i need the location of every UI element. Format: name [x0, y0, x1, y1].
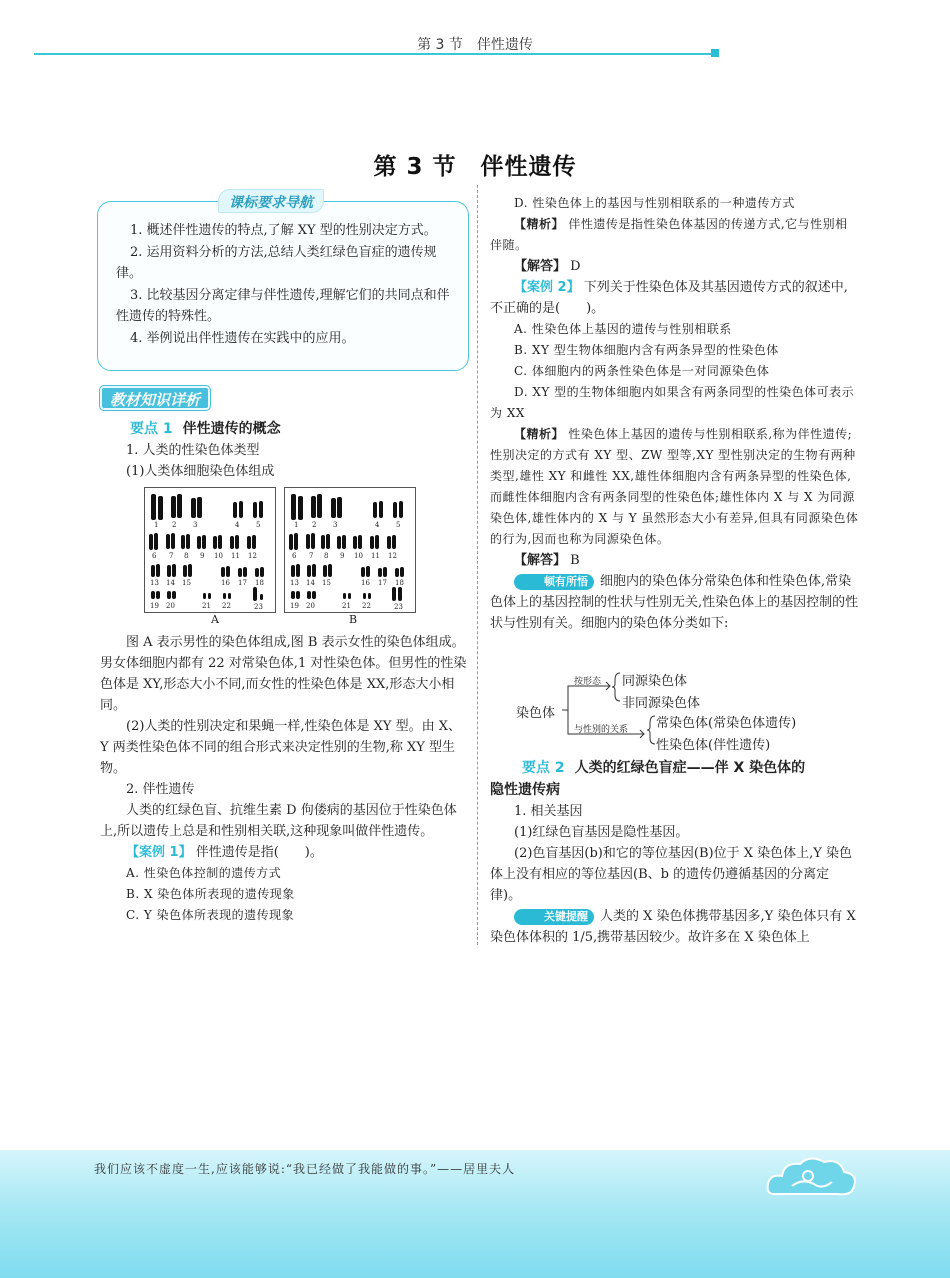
karyotype-figure	[144, 487, 422, 613]
karyotype-number: 16	[221, 579, 230, 587]
karyotype-number: 8	[184, 552, 189, 560]
karyotype-number: 21	[342, 602, 351, 610]
karyotype-number: 6	[152, 552, 157, 560]
karyotype-number: 11	[371, 552, 380, 560]
right-column-bottom	[490, 757, 860, 948]
karyotype-male-image	[145, 488, 277, 614]
insight-badge: 顿有所悟	[514, 574, 594, 590]
karyotype-number: 1	[154, 521, 159, 529]
tree-leaf-sex-chromosome: 性染色体(伴性遗传)	[656, 738, 771, 753]
key-point-2-heading	[522, 757, 860, 779]
key-reminder-badge: 关键提醒	[514, 909, 594, 925]
karyotype-number: 4	[375, 521, 380, 529]
key-reminder-text: 人类的 X 染色体携带基因多,Y 染色体只有 X 染色体体积的 1/5,携带基因较少。故许多在 X 染色体上	[490, 909, 856, 945]
karyotype-number: 9	[200, 552, 205, 560]
figure-label-b: B	[349, 613, 358, 626]
karyotype-number: 19	[150, 602, 159, 610]
karyotype-number: 12	[388, 552, 397, 560]
karyotype-number: 5	[256, 521, 261, 529]
karyotype-number: 3	[193, 521, 198, 529]
key-point-1-heading	[130, 418, 468, 440]
karyotype-number: 13	[150, 579, 159, 587]
requirements-list	[116, 220, 456, 350]
left-column-bottom	[100, 632, 468, 926]
key-point-title: 人类的红绿色盲症——伴 X 染色体的	[574, 760, 806, 776]
karyotype-number: 11	[231, 552, 240, 560]
case-2-stem: 下列关于性染色体及其基因遗传方式的叙述中,不正确的是( )。	[490, 280, 848, 316]
case-2-answer	[490, 550, 860, 571]
case-1-question	[100, 842, 468, 863]
karyotype-number: 17	[238, 579, 247, 587]
requirement-item: 1. 概述伴性遗传的特点,了解 XY 型的性别决定方式。	[130, 223, 437, 238]
figure-label-a: A	[211, 613, 219, 626]
header-rule	[34, 53, 714, 55]
line-sex-chromosome-type: 1. 人类的性染色体类型	[126, 443, 260, 458]
column-divider	[477, 185, 478, 945]
karyotype-number: 23	[254, 603, 263, 611]
paragraph-sex-linked-definition: 人类的红绿色盲、抗维生素 D 佝偻病的基因位于性染色体上,所以遗传上总是和性别相关联,这种现象叫做伴性遗传。	[100, 803, 457, 839]
case-1-option-b: B. X 染色体所表现的遗传现象	[126, 887, 295, 901]
paragraph-karyotype-explanation: 图 A 表示男性的染色体组成,图 B 表示女性的染色体组成。男女体细胞内都有 22 对常染色体,1 对性染色体。但男性的性染色体是 XY,形态大小不同,而女性的性染色体是 XX,形态大小相同。	[100, 635, 467, 713]
requirement-item: 4. 举例说出伴性遗传在实践中的应用。	[130, 331, 355, 346]
case-2-option-a: A. 性染色体上基因的遗传与性别相联系	[514, 322, 732, 336]
key-reminder-paragraph	[490, 906, 860, 948]
karyotype-number: 14	[166, 579, 175, 587]
key-point-label: 要点 2	[522, 760, 565, 776]
case-2-analysis	[490, 424, 860, 550]
case-2-question	[490, 277, 860, 319]
karyotype-number: 9	[340, 552, 345, 560]
karyotype-number: 18	[255, 579, 264, 587]
karyotype-number: 4	[235, 521, 240, 529]
case-2-option-d: D. XY 型的生物体细胞内如果含有两条同型的性染色体可表示为 XX	[490, 385, 855, 420]
karyotype-number: 7	[169, 552, 174, 560]
karyotype-number: 22	[222, 602, 231, 610]
key-point-2-heading-cont: 隐性遗传病	[490, 782, 560, 798]
karyotype-number: 2	[312, 521, 317, 529]
karyotype-number: 17	[378, 579, 387, 587]
requirements-tag: 课标要求导航	[218, 189, 324, 213]
karyotype-number: 6	[292, 552, 297, 560]
requirement-item: 3. 比较基因分离定律与伴性遗传,理解它们的共同点和伴性遗传的特殊性。	[116, 288, 450, 324]
tree-root: 染色体	[516, 706, 556, 721]
analysis-text: 伴性遗传是指性染色体基因的传递方式,它与性别相伴随。	[490, 217, 848, 252]
karyotype-number: 14	[306, 579, 315, 587]
karyotype-number: 3	[333, 521, 338, 529]
karyotype-number: 22	[362, 602, 371, 610]
running-header: 第 3 节 伴性遗传	[417, 37, 533, 53]
answer-text: B	[570, 553, 580, 568]
answer-text: D	[570, 259, 581, 274]
karyotype-number: 23	[394, 603, 403, 611]
case-2-option-b: B. XY 型生物体细胞内含有两条异型的性染色体	[514, 343, 779, 357]
analysis-label: 【精析】	[514, 427, 565, 441]
case-1-option-a: A. 性染色体控制的遗传方式	[126, 866, 282, 880]
tree-leaf-nonhomologous: 非同源染色体	[622, 696, 701, 711]
karyotype-number: 8	[324, 552, 329, 560]
chromosome-classification-tree	[514, 670, 854, 756]
section-tag: 教材知识详析	[100, 386, 210, 410]
analysis-label: 【精析】	[514, 217, 565, 231]
paragraph-xy-type: (2)人类的性别决定和果蝇一样,性染色体是 XY 型。由 X、Y 两类性染色体不同的组合形式来决定性别的生物,称 XY 型生物。	[100, 719, 462, 776]
insight-paragraph	[490, 571, 860, 634]
footer-quote: 我们应该不虚度一生,应该能够说:“我已经做了我能做的事。”——居里夫人	[94, 1162, 516, 1176]
karyotype-number: 19	[290, 602, 299, 610]
karyotype-female-panel	[284, 487, 416, 613]
karyotype-number: 15	[322, 579, 331, 587]
karyotype-number: 15	[182, 579, 191, 587]
karyotype-number: 7	[309, 552, 314, 560]
case-2-label: 【案例 2】	[514, 280, 580, 295]
case-1-analysis	[490, 214, 860, 256]
answer-label: 【解答】	[514, 553, 567, 568]
karyotype-number: 20	[306, 602, 315, 610]
left-column-top	[100, 418, 468, 482]
key-point-label: 要点 1	[130, 421, 173, 437]
line-recessive-gene: (1)红绿色盲基因是隐性基因。	[514, 825, 689, 840]
karyotype-number: 2	[172, 521, 177, 529]
line-related-genes: 1. 相关基因	[514, 804, 583, 819]
case-1-label: 【案例 1】	[126, 845, 192, 860]
answer-label: 【解答】	[514, 259, 567, 274]
case-1-answer	[490, 256, 860, 277]
karyotype-number: 18	[395, 579, 404, 587]
tree-branch-sex-relation: 与性别的关系	[574, 725, 629, 735]
paragraph-allele-location: (2)色盲基因(b)和它的等位基因(B)位于 X 染色体上,Y 染色体上没有相应的等位基因(B、b 的遗传仍遵循基因的分离定律)。	[490, 846, 852, 903]
key-point-title: 伴性遗传的概念	[182, 421, 281, 437]
karyotype-number: 21	[202, 602, 211, 610]
karyotype-number: 5	[396, 521, 401, 529]
tree-branch-morphology: 按形态	[574, 677, 602, 687]
right-column-top	[490, 193, 860, 634]
tree-leaf-autosome: 常染色体(常染色体遗传)	[656, 716, 797, 731]
line-sex-linked-heading: 2. 伴性遗传	[126, 782, 195, 797]
karyotype-number: 13	[290, 579, 299, 587]
karyotype-male-panel	[144, 487, 276, 613]
tree-leaf-homologous: 同源染色体	[622, 674, 688, 689]
requirement-item: 2. 运用资料分析的方法,总结人类红绿色盲症的遗传规律。	[116, 245, 437, 281]
case-2-option-c: C. 体细胞内的两条性染色体是一对同源染色体	[514, 364, 770, 378]
page-title: 第 3 节 伴性遗传	[373, 154, 577, 180]
insight-text: 细胞内的染色体分常染色体和性染色体,常染色体上的基因控制的性状与性别无关,性染色体上的基因控制的性状与性别有关。细胞内的染色体分类如下:	[490, 574, 859, 631]
karyotype-number: 16	[361, 579, 370, 587]
header-rule-square	[711, 49, 719, 57]
line-cell-chromosome-composition: (1)人类体细胞染色体组成	[126, 464, 275, 479]
case-1-stem: 伴性遗传是指( )。	[195, 845, 323, 860]
cloud-icon	[762, 1150, 862, 1210]
analysis-text: 性染色体上基因的遗传与性别相联系,称为伴性遗传;性别决定的方式有 XY 型、ZW 型等,XY 型性别决定的生物有两种类型,雄性 XY 和雌性 XX,雄性体细胞内含有两条异型的性染色体,而雌性体细胞内含有两条同型的性染色体;雄性体内 X 与 X 为同源染色体,雄性体内的 X 与 Y 虽然形态大小有差异,但具有同源染色体的行为,因而也称为同源染色体。	[490, 427, 859, 546]
case-1-option-d: D. 性染色体上的基因与性别相联系的一种遗传方式	[514, 196, 795, 210]
karyotype-female-image	[285, 488, 417, 614]
case-1-option-c: C. Y 染色体所表现的遗传现象	[126, 908, 295, 922]
karyotype-number: 10	[354, 552, 363, 560]
karyotype-number: 20	[166, 602, 175, 610]
karyotype-number: 10	[214, 552, 223, 560]
karyotype-number: 12	[248, 552, 257, 560]
karyotype-number: 1	[294, 521, 299, 529]
